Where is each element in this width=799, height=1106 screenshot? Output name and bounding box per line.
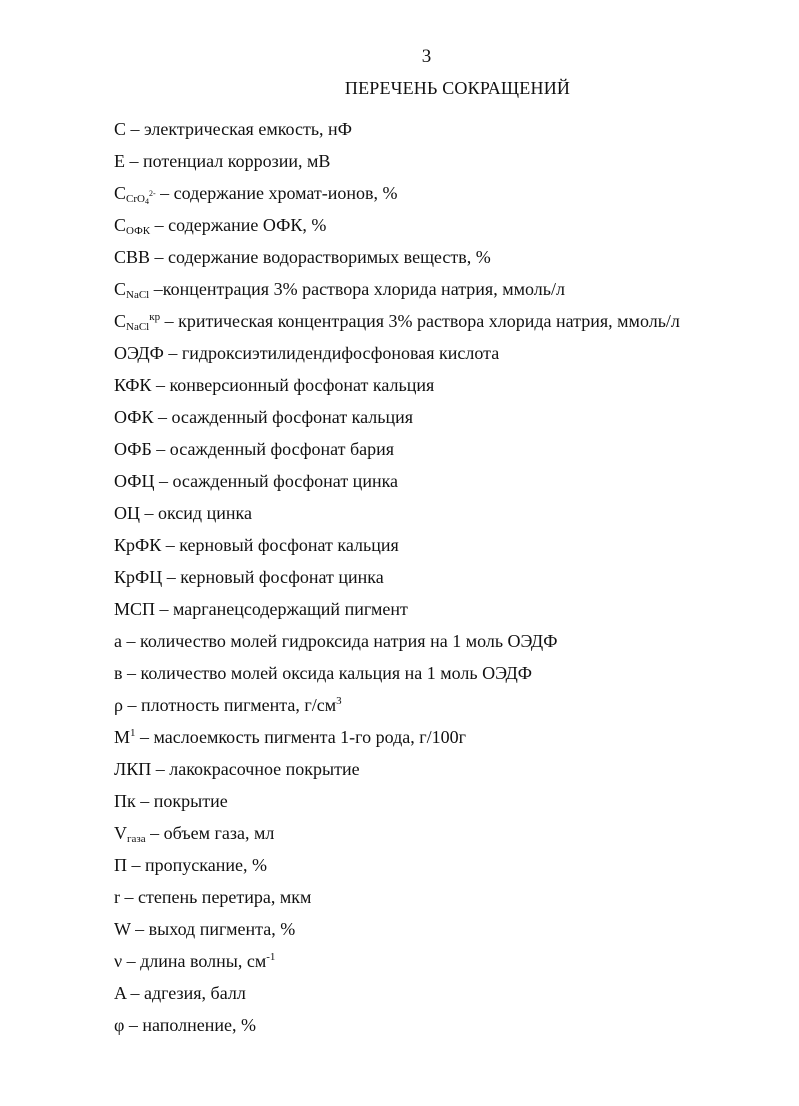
abbreviation-item: [114, 726, 680, 758]
abbreviation-definition: – керновый фосфонат цинка: [162, 567, 384, 587]
abbreviation-term: ν: [114, 951, 123, 971]
abbreviation-definition: – объем газа, мл: [145, 823, 275, 843]
abbreviation-term: C: [114, 311, 127, 331]
abbreviation-term: r: [114, 887, 120, 907]
abbreviation-definition: – количество молей гидроксида натрия на 1 моль ОЭДФ: [122, 631, 558, 651]
abbreviation-definition: – осажденный фосфонат цинка: [154, 471, 399, 491]
abbreviation-definition: – гидроксиэтилидендифосфоновая кислота: [163, 343, 500, 363]
abbreviation-item: [114, 662, 680, 694]
abbreviation-item: [114, 982, 680, 1014]
abbreviation-subscript: [126, 321, 149, 333]
abbreviation-definition: – осажденный фосфонат бария: [151, 439, 395, 459]
abbreviation-item: [114, 310, 680, 342]
abbreviation-item: [114, 534, 680, 566]
abbreviation-superscript: кр: [149, 311, 161, 323]
abbreviation-item: [114, 822, 680, 854]
abbreviation-term: КФК: [114, 375, 152, 395]
abbreviation-term: КрФК: [114, 535, 162, 555]
abbreviation-definition: – осажденный фосфонат кальция: [153, 407, 414, 427]
abbreviation-item: [114, 182, 680, 214]
abbreviation-subscript: [126, 225, 150, 237]
abbreviation-definition: – степень перетира, мкм: [120, 887, 312, 907]
abbreviation-item: [114, 598, 680, 630]
abbreviation-term: СВВ: [114, 247, 151, 267]
abbreviation-item: [114, 406, 680, 438]
abbreviation-item: [114, 118, 680, 150]
abbreviation-item: [114, 342, 680, 374]
abbreviation-definition: – содержание ОФК, %: [150, 215, 327, 235]
abbreviation-definition: – потенциал коррозии, мВ: [125, 151, 331, 171]
abbreviation-item: [114, 502, 680, 534]
abbreviation-definition: – электрическая емкость, нФ: [126, 119, 352, 139]
abbreviation-definition: – марганецсодержащий пигмент: [155, 599, 408, 619]
abbreviation-term: W: [114, 919, 131, 939]
abbreviation-term: П: [114, 855, 127, 875]
abbreviation-term: M: [114, 727, 131, 747]
abbreviation-list: [114, 118, 680, 1046]
abbreviation-definition: – содержание хромат-ионов, %: [155, 183, 398, 203]
abbreviation-item: [114, 214, 680, 246]
subscript-index: 4: [144, 197, 149, 206]
subscript-text: NaCl: [126, 289, 150, 301]
subscript-text: NaCl: [126, 321, 150, 333]
abbreviation-item: [114, 438, 680, 470]
abbreviation-term: ОФК: [114, 407, 154, 427]
subscript-text: ОФК: [126, 225, 151, 237]
abbreviation-term: ЛКП: [114, 759, 152, 779]
abbreviation-item: [114, 470, 680, 502]
abbreviation-term: Пк: [114, 791, 136, 811]
abbreviation-definition: – пропускание, %: [127, 855, 267, 875]
abbreviation-term: C: [114, 119, 127, 139]
subscript-charge: 2-: [148, 189, 156, 198]
abbreviation-item: [114, 374, 680, 406]
abbreviation-definition: – керновый фосфонат кальция: [161, 535, 399, 555]
abbreviation-definition: – содержание водорастворимых веществ, %: [150, 247, 491, 267]
abbreviation-item: [114, 1014, 680, 1046]
abbreviation-subscript: [126, 189, 156, 206]
page-number: 3: [421, 46, 432, 67]
unit-exponent: 3: [336, 695, 342, 707]
abbreviation-definition: – длина волны, см: [122, 951, 267, 971]
abbreviation-term: C: [114, 215, 127, 235]
abbreviation-term: V: [114, 823, 127, 843]
subscript-text: газа: [127, 833, 146, 845]
abbreviation-item: [114, 758, 680, 790]
abbreviation-item: [114, 278, 680, 310]
abbreviation-definition: – лакокрасочное покрытие: [151, 759, 360, 779]
abbreviation-term: МСП: [114, 599, 156, 619]
abbreviation-term: КрФЦ: [114, 567, 163, 587]
abbreviation-item: [114, 566, 680, 598]
abbreviation-definition: – наполнение, %: [124, 1015, 257, 1035]
abbreviation-term: C: [114, 183, 127, 203]
abbreviation-term: ОЭДФ: [114, 343, 164, 363]
abbreviation-item: [114, 918, 680, 950]
abbreviation-definition: – критическая концентрация 3% раствора хлорида натрия, ммоль/л: [160, 311, 680, 331]
abbreviation-item: [114, 630, 680, 662]
abbreviation-subscript: [127, 833, 146, 845]
page-title: ПЕРЕЧЕНЬ СОКРАЩЕНИЙ: [344, 78, 571, 98]
abbreviation-definition: – оксид цинка: [140, 503, 252, 523]
abbreviation-item: [114, 694, 680, 726]
abbreviation-definition: – количество молей оксида кальция на 1 моль ОЭДФ: [122, 663, 532, 683]
abbreviation-term: E: [114, 151, 125, 171]
abbreviation-term: ОЦ: [114, 503, 140, 523]
abbreviation-definition: – конверсионный фосфонат кальция: [151, 375, 435, 395]
abbreviation-definition: – покрытие: [135, 791, 228, 811]
abbreviation-superscript: 1: [130, 727, 136, 739]
abbreviation-item: [114, 854, 680, 886]
abbreviation-term: ОФБ: [114, 439, 152, 459]
abbreviation-item: [114, 950, 680, 982]
abbreviation-definition: – адгезия, балл: [126, 983, 246, 1003]
abbreviation-subscript: [126, 289, 149, 301]
abbreviation-definition: –концентрация 3% раствора хлорида натрия, ммоль/л: [149, 279, 565, 299]
abbreviation-definition: – плотность пигмента, г/см: [122, 695, 337, 715]
abbreviation-item: [114, 246, 680, 278]
abbreviation-item: [114, 150, 680, 182]
abbreviation-definition: – маслоемкость пигмента 1-го рода, г/100г: [135, 727, 467, 747]
abbreviation-term: ОФЦ: [114, 471, 155, 491]
abbreviation-item: [114, 886, 680, 918]
abbreviation-term: C: [114, 279, 127, 299]
abbreviation-term: а: [114, 631, 122, 651]
unit-exponent: -1: [266, 951, 276, 963]
abbreviation-term: φ: [114, 1015, 125, 1035]
abbreviation-definition: – выход пигмента, %: [130, 919, 296, 939]
abbreviation-item: [114, 790, 680, 822]
abbreviation-term: в: [114, 663, 123, 683]
abbreviation-term: ρ: [114, 695, 123, 715]
subscript-text: CrO: [126, 193, 145, 205]
abbreviation-term: A: [114, 983, 127, 1003]
